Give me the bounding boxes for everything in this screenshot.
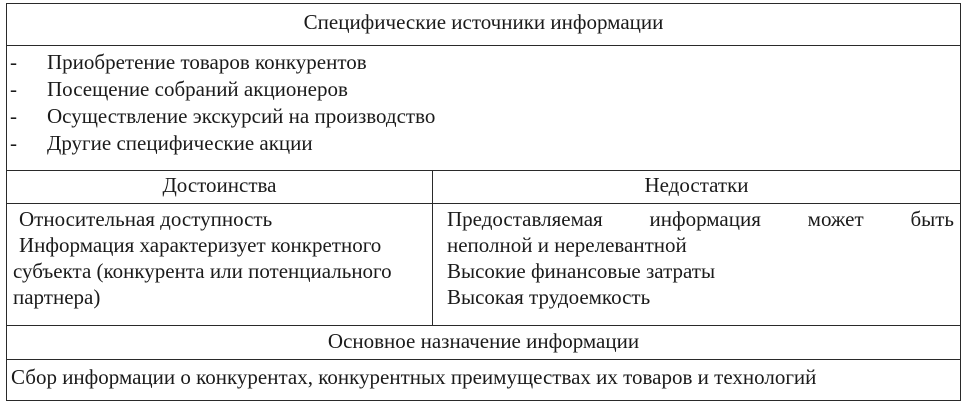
purpose-header: Основное назначение информации (7, 325, 960, 359)
list-dash: - (10, 77, 17, 101)
disadvantage-line: Высокая трудоемкость (447, 285, 651, 309)
list-item-text: Приобретение товаров конкурентов (47, 50, 367, 74)
list-dash: - (10, 104, 17, 128)
pros-cons-body-row (7, 203, 960, 325)
disadvantage-line: неполной и нерелевантной (447, 233, 687, 257)
advantages-cell (7, 204, 433, 325)
list-item-text: Осуществление экскурсий на производство (47, 104, 436, 128)
list-item-text: Посещение собраний акционеров (47, 77, 348, 101)
advantage-line: партнера) (13, 285, 101, 309)
disadvantages-cell (433, 204, 960, 325)
advantage-line: субъекта (конкурента или потенциального (13, 259, 392, 283)
advantage-line: Относительная доступность (19, 207, 273, 231)
list-item-text: Другие специфические акции (47, 131, 313, 155)
pros-cons-header-row (7, 170, 960, 203)
list-item (7, 130, 435, 157)
advantages-header: Достоинства (7, 171, 433, 203)
sources-list (7, 45, 960, 170)
list-item (7, 76, 435, 103)
advantage-line: Информация характеризует конкретного (19, 233, 382, 257)
list-item (7, 49, 435, 76)
list-dash: - (10, 50, 17, 74)
disadvantage-line: Предоставляемая информация может быть (447, 207, 954, 231)
purpose-text: Сбор информации о конкурентах, конкурентных преимуществах их товаров и технологий (7, 359, 960, 399)
list-dash: - (10, 131, 17, 155)
disadvantages-header: Недостатки (644, 173, 749, 197)
list-item (7, 103, 435, 130)
disadvantage-line: Высокие финансовые затраты (447, 259, 716, 283)
info-sources-table (6, 3, 961, 401)
table-title: Специфические источники информации (303, 10, 664, 34)
